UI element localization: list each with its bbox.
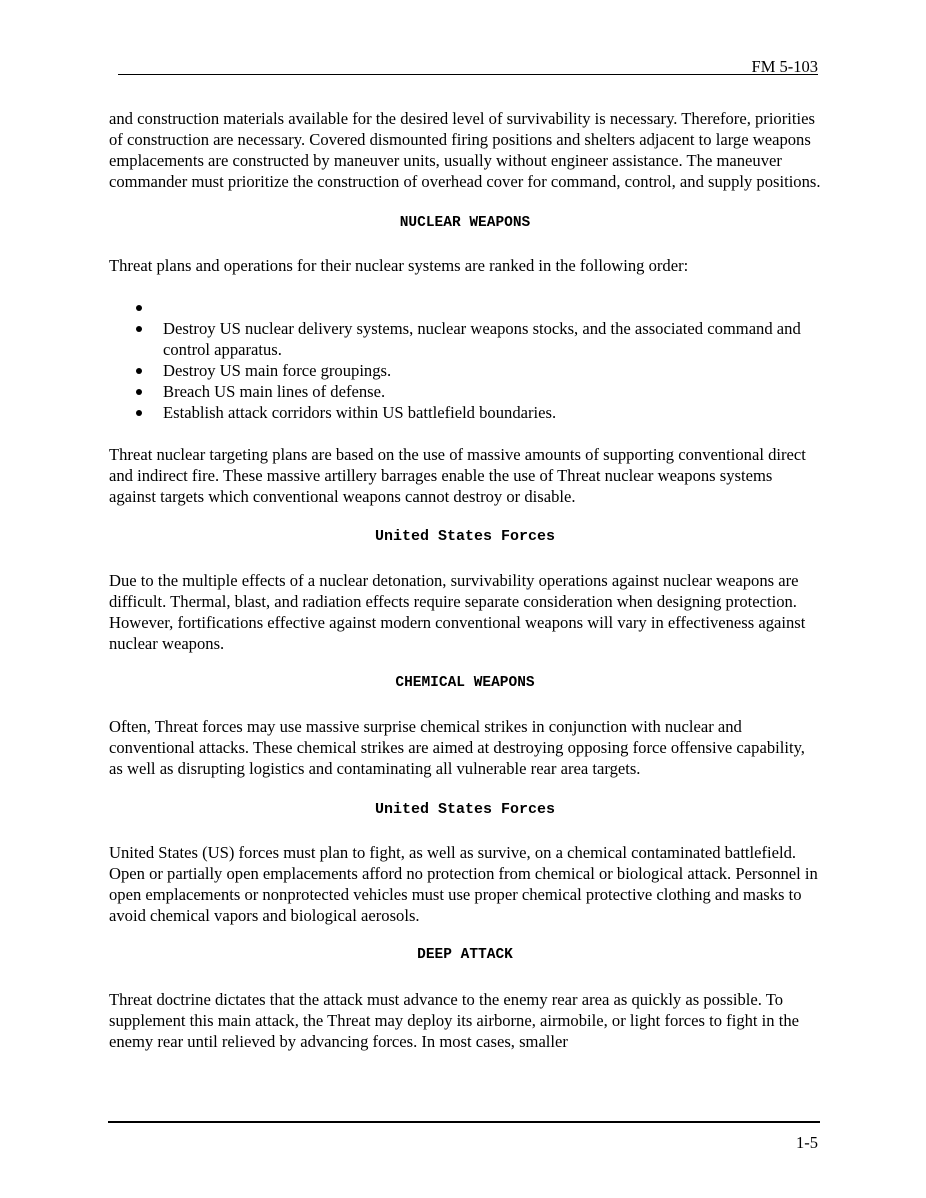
nuclear-intro-paragraph: Threat plans and operations for their nuclear systems are ranked in the following order: xyxy=(109,256,689,275)
subheading-united-states-forces-chemical: United States Forces xyxy=(374,801,556,818)
chemical-paragraph: Often, Threat forces may use massive surprise chemical strikes in conjunction with nuclear and conventional attacks. These chemical strikes are aimed at destroying opposing force offensive capability, as well as disrupting logistics and contaminating all vulnerable rear area targets. xyxy=(109,717,805,778)
deep-attack-paragraph: Threat doctrine dictates that the attack must advance to the enemy rear area as quickly as possible. To supplement this main attack, the Threat may deploy its airborne, airmobile, or light forces to fight in the enemy rear until relieved by advancing forces. In most cases, smaller xyxy=(109,990,800,1051)
nuclear-us-forces-paragraph: Due to the multiple effects of a nuclear detonation, survivability operations against nuclear weapons are difficult. Thermal, blast, and radiation effects require separate consideration when designing protection. However, fortifications effective against modern conventional weapons will vary in effectiveness against nuclear weapons. xyxy=(109,571,806,653)
chemical-us-forces-paragraph: United States (US) forces must plan to fight, as well as survive, on a chemical contaminated battlefield. Open or partially open emplacements afford no protection from chemical or biological attack. Personnel in open emplacements or nonprotected vehicles must use proper chemical protective clothing and masks to avoid chemical vapors and biological aerosols. xyxy=(109,843,818,925)
bullet-icon xyxy=(136,389,142,395)
nuclear-priority-list xyxy=(109,297,821,423)
page-number: 1-5 xyxy=(796,1133,818,1152)
list-item: Breach US main lines of defense. xyxy=(109,381,821,402)
section-heading-nuclear-weapons: NUCLEAR WEAPONS xyxy=(399,215,531,231)
intro-paragraph: and construction materials available for the desired level of survivability is necessary. Therefore, priorities of construction are necessary. Covered dismounted firing positions and shelters adjacent to large weapons emplacements are constructed by maneuver units, usually without engineer assistance. The maneuver commander must prioritize the construction of overhead cover for command, control, and supply positions. xyxy=(109,109,821,191)
bullet-icon xyxy=(136,305,142,311)
bullet-icon xyxy=(136,410,142,416)
list-item: Destroy US main force groupings. xyxy=(109,360,821,381)
document-id: FM 5-103 xyxy=(751,57,818,76)
section-heading-chemical-weapons: CHEMICAL WEAPONS xyxy=(395,675,535,691)
footer-rule xyxy=(108,1121,820,1123)
list-item: Destroy US nuclear delivery systems, nuclear weapons stocks, and the associated command and control apparatus. xyxy=(109,318,821,360)
nuclear-targeting-paragraph: Threat nuclear targeting plans are based on the use of massive amounts of supporting conventional direct and indirect fire. These massive artillery barrages enable the use of Threat nuclear weapons systems against targets which conventional weapons cannot destroy or disable. xyxy=(109,445,806,506)
list-item xyxy=(109,297,821,318)
bullet-icon xyxy=(136,326,142,332)
list-item: Establish attack corridors within US battlefield boundaries. xyxy=(109,402,821,423)
page-body xyxy=(109,108,821,1052)
section-heading-deep-attack: DEEP ATTACK xyxy=(417,947,513,963)
header-rule xyxy=(118,74,818,75)
subheading-united-states-forces-nuclear: United States Forces xyxy=(374,528,556,545)
bullet-icon xyxy=(136,368,142,374)
